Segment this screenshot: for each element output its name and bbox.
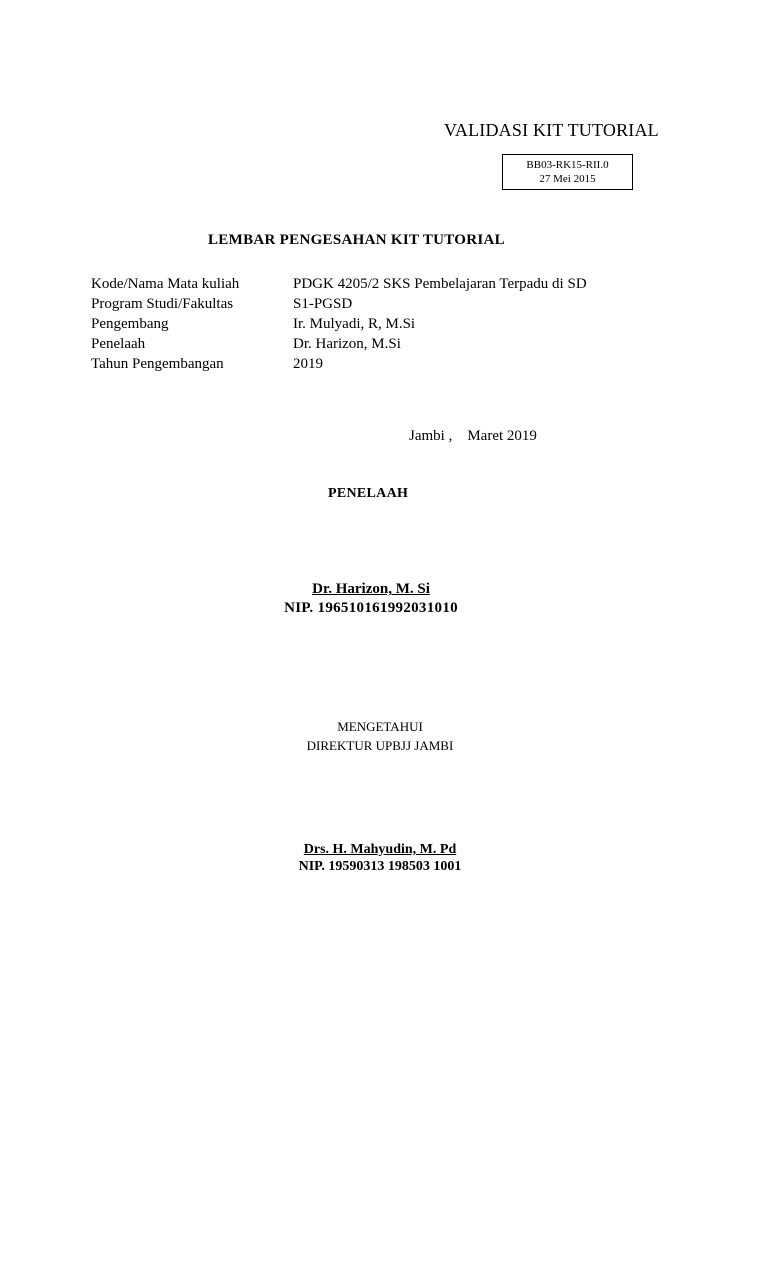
info-value: 2019 — [293, 356, 323, 372]
info-value: Dr. Harizon, M.Si — [293, 336, 401, 352]
acknowledgement-line-2: DIREKTUR UPBJJ JAMBI — [306, 738, 454, 753]
info-row-developer — [91, 314, 587, 334]
info-value: Ir. Mulyadi, R, M.Si — [293, 316, 416, 332]
document-code: BB03-RK15-RII.0 — [526, 159, 609, 171]
director-nip: NIP. 19590313 198503 1001 — [298, 859, 462, 874]
document-code-date: 27 Mei 2015 — [539, 173, 596, 185]
place-date: Jambi , Maret 2019 — [409, 428, 537, 444]
reviewer-nip: NIP. 196510161992031010 — [284, 600, 458, 616]
acknowledgement-line-1: MENGETAHUI — [337, 719, 423, 734]
info-label: Tahun Pengembangan — [91, 356, 224, 372]
document-title: VALIDASI KIT TUTORIAL — [444, 120, 659, 140]
info-row-program — [91, 294, 587, 314]
reviewer-role: PENELAAH — [328, 486, 409, 501]
reviewer-name-text: Dr. Harizon, M. Si — [312, 581, 430, 597]
info-table — [91, 274, 587, 374]
director-name-text: Drs. H. Mahyudin, M. Pd — [303, 842, 457, 857]
director-name — [0, 842, 760, 858]
info-label: Kode/Nama Mata kuliah — [91, 276, 240, 292]
info-value: PDGK 4205/2 SKS Pembelajaran Terpadu di SD — [293, 276, 587, 292]
info-row-course — [91, 274, 587, 294]
info-row-year — [91, 354, 587, 374]
info-value: S1-PGSD — [293, 296, 353, 312]
reviewer-name — [0, 581, 742, 598]
info-label: Program Studi/Fakultas — [91, 296, 234, 312]
info-label: Pengembang — [91, 316, 169, 332]
info-row-reviewer — [91, 334, 587, 354]
document-code-box — [502, 154, 633, 190]
sheet-heading: LEMBAR PENGESAHAN KIT TUTORIAL — [208, 232, 505, 248]
info-label: Penelaah — [91, 336, 146, 352]
